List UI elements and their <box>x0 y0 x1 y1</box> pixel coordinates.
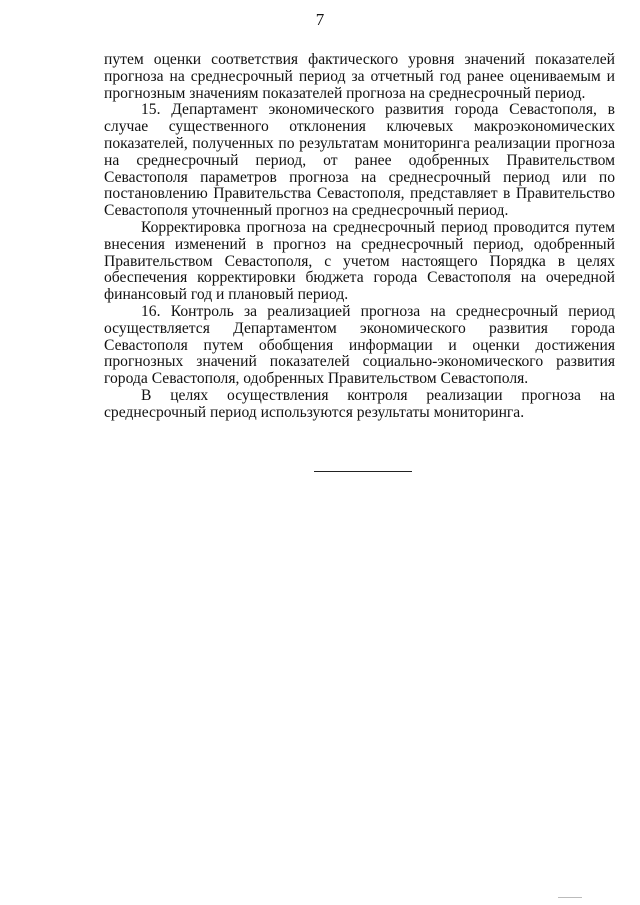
paragraph-correction: Корректировка прогноза на среднесрочный период проводится путем внесения изменений в прогноз на среднесрочный период, одобренный Правительством Севастополя, с учетом настоящего Порядка в целях обеспечения корректировки бюджета города Севастополя на очередной финансовый год и плановый период. <box>104 218 615 304</box>
paragraph-item-15: 15. Департамент экономического развития города Севастополя, в случае существенного отклонения ключевых макроэкономических показателей, полученных по результатам мониторинга реализации прогноза на среднесрочный период, от ранее одобренных Правительством Севастополя параметров прогноза на среднесрочный период или по постановлению Правительства Севастополя, представляет в Правительство Севастополя уточненный прогноз на среднесрочный период. <box>104 101 615 220</box>
footer-mark <box>558 897 582 898</box>
page-number: 7 <box>315 10 325 29</box>
paragraph-continuation: путем оценки соответствия фактического уровня значений показателей прогноза на среднесрочный период за отчетный год ранее оцениваемым и прогнозным значениям показателей прогноза на среднесрочный период. <box>104 51 615 102</box>
end-of-text-divider <box>314 471 412 472</box>
paragraph-item-16: 16. Контроль за реализацией прогноза на среднесрочный период осуществляется Департаментом экономического развития города Севастополя путем обобщения информации и оценки достижения прогнозных значений показателей социально-экономического развития города Севастополя, одобренных Правительством Севастополя. <box>104 302 615 388</box>
paragraph-monitoring: В целях осуществления контроля реализации прогноза на среднесрочный период используются результаты мониторинга. <box>104 386 615 421</box>
document-body <box>104 52 615 422</box>
